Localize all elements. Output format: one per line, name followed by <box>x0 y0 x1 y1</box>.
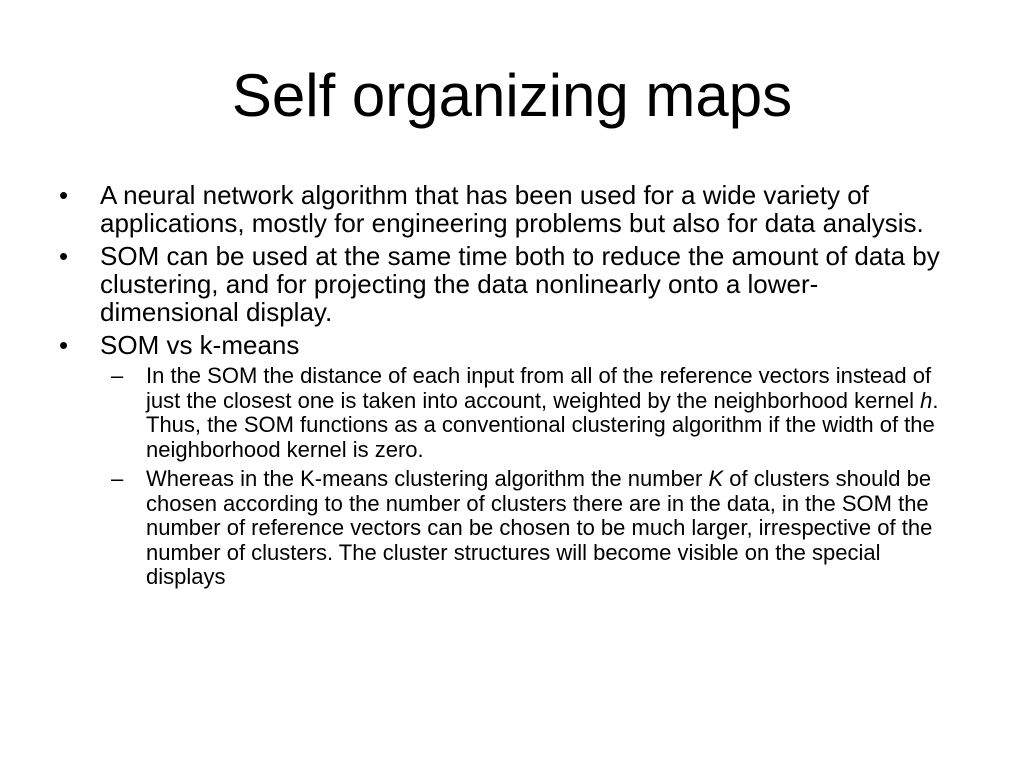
italic-symbol: h <box>920 387 933 413</box>
bullet-item <box>55 242 955 326</box>
sub-bullet-text-part: Whereas in the K-means clustering algorithm the number <box>146 466 709 491</box>
bullet-item <box>55 331 955 359</box>
sub-bullet-text-part: In the SOM the distance of each input from all of the reference vectors instead of just the closest one is taken into account, weighted by the neighborhood kernel <box>146 363 932 413</box>
bullet-text: SOM can be used at the same time both to reduce the amount of data by clustering, and for projecting the data nonlinearly onto a lower-dimensional display. <box>100 241 940 327</box>
bullet-text: A neural network algorithm that has been used for a wide variety of applications, mostly for engineering problems but also for data analysis. <box>100 180 924 238</box>
sub-bullet-text <box>146 363 939 462</box>
sub-bullet-marker: – <box>111 363 124 388</box>
sub-bullet-text-part: . Thus, the SOM functions as a conventional clustering algorithm if the width of the neighborhood kernel is zero. <box>146 387 939 462</box>
slide-body <box>55 181 955 595</box>
bullet-marker: • <box>59 241 69 271</box>
bullet-item <box>55 181 955 237</box>
slide-title: Self organizing maps <box>231 62 793 129</box>
sub-bullet-item <box>55 364 955 462</box>
sub-bullet-item <box>55 467 955 590</box>
bullet-text: SOM vs k-means <box>100 330 300 360</box>
italic-symbol: K <box>708 466 724 491</box>
bullet-marker: • <box>59 330 69 360</box>
sub-bullet-text <box>146 466 932 589</box>
bullet-marker: • <box>59 180 69 210</box>
sub-bullet-text-part: of clusters should be chosen according to the number of clusters there are in the data, in the SOM the number of reference vectors can be chosen to be much larger, irrespective of the number of clusters. The cluster structures will become visible on the special displays <box>146 466 933 589</box>
sub-bullet-marker: – <box>111 466 124 491</box>
